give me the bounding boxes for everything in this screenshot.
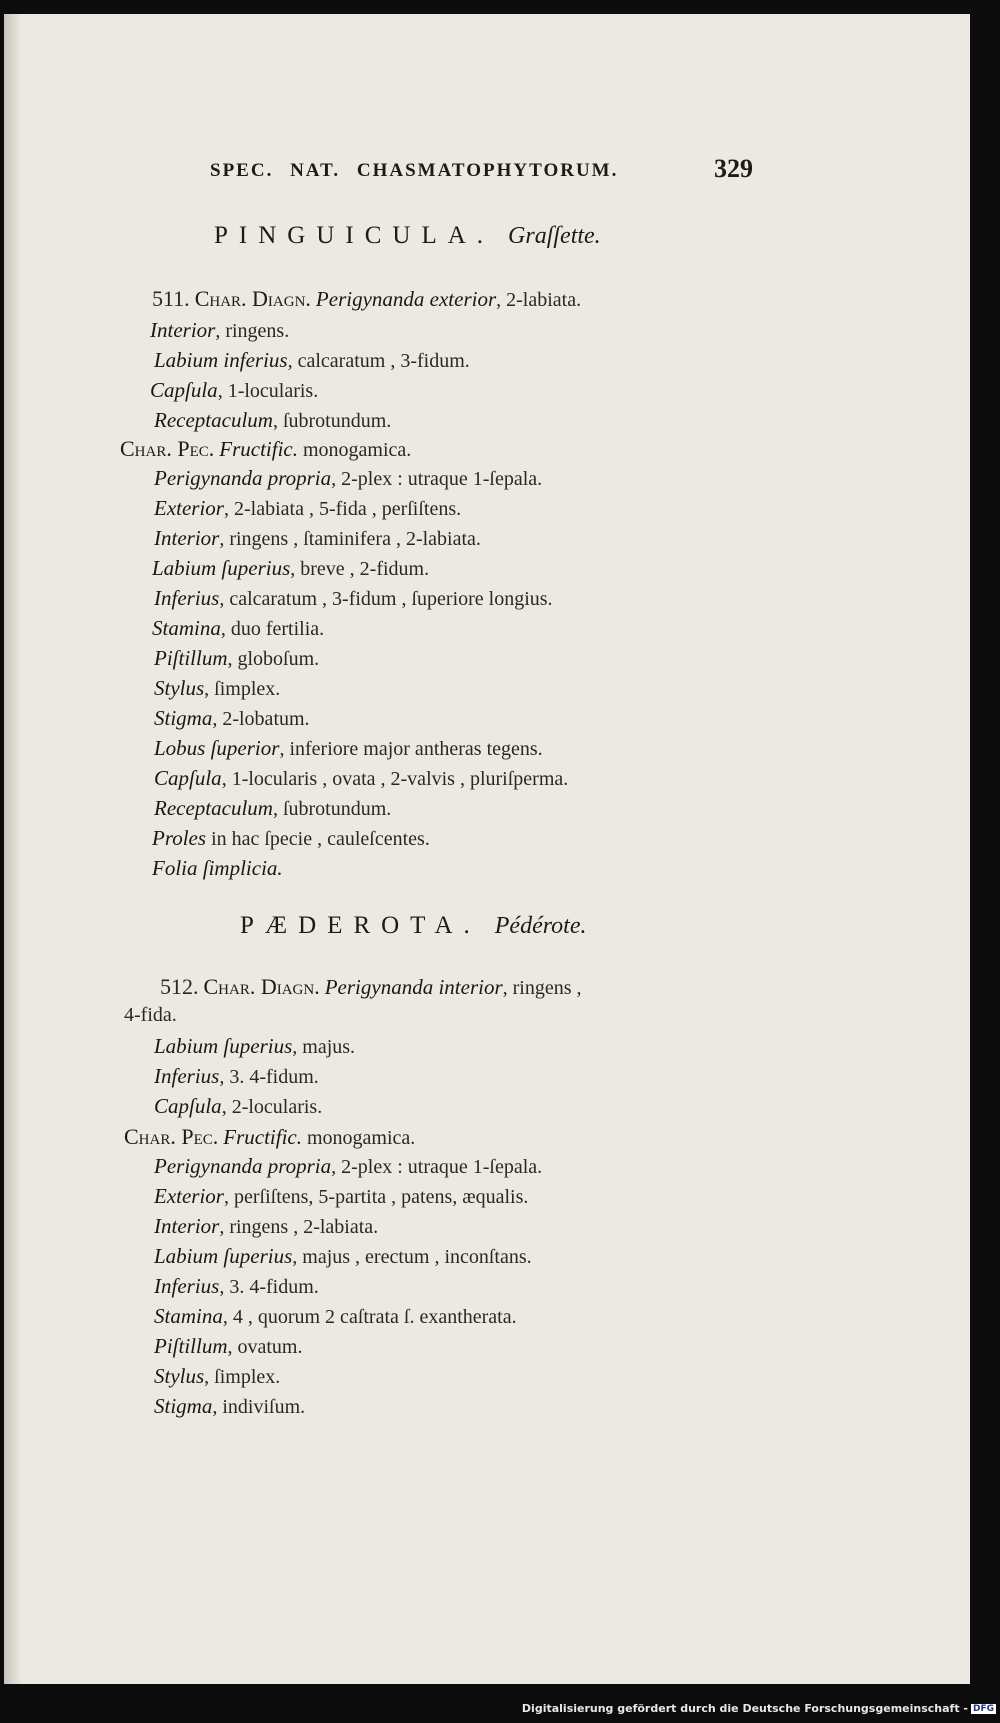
text: monogamica. bbox=[306, 1127, 416, 1149]
entry-512-line bbox=[160, 974, 582, 1000]
term: Stigma bbox=[154, 1394, 213, 1418]
text: , ringens , ſtaminifera , 2-labiata. bbox=[219, 528, 481, 550]
entry-511-line bbox=[150, 318, 289, 343]
entry-512-line bbox=[154, 1094, 322, 1119]
text: , 1-locularis. bbox=[217, 380, 319, 402]
text: , 2-locularis. bbox=[221, 1096, 323, 1118]
term: Receptaculum bbox=[154, 796, 273, 820]
text: , majus. bbox=[292, 1036, 356, 1058]
char-label: Char. Diagn. bbox=[194, 286, 311, 311]
term: Interior bbox=[150, 318, 216, 342]
genus-name: PÆDEROTA. bbox=[240, 912, 481, 939]
entry-512-line bbox=[124, 1124, 415, 1150]
entry-512-line bbox=[124, 1004, 177, 1027]
text: 4-fida. bbox=[124, 1004, 177, 1026]
term: Stylus bbox=[154, 1364, 205, 1388]
genus-french-name: Pédérote. bbox=[494, 913, 587, 939]
entry-511-line bbox=[154, 466, 542, 491]
entry-511-line bbox=[152, 286, 581, 312]
text: , 2-lobatum. bbox=[212, 708, 310, 730]
text: , ſubrotundum. bbox=[272, 798, 392, 820]
entry-511-line bbox=[154, 646, 319, 671]
term: Stamina bbox=[152, 616, 221, 640]
entry-512-line bbox=[154, 1304, 517, 1329]
term: Inferius bbox=[154, 586, 220, 610]
term: Labium ſuperius bbox=[154, 1034, 293, 1058]
entry-number: 511. bbox=[152, 286, 190, 311]
entry-511-line bbox=[120, 436, 411, 462]
genus-title-paederota bbox=[240, 912, 587, 940]
entry-511-line bbox=[154, 408, 391, 433]
text: , ſimplex. bbox=[204, 678, 281, 700]
text: , ovatum. bbox=[227, 1336, 303, 1358]
entry-511-line bbox=[150, 378, 318, 403]
book-page bbox=[4, 14, 970, 1684]
running-head: SPEC. NAT. CHASMATOPHYTORUM. bbox=[210, 160, 619, 181]
term: Perigynanda exterior bbox=[315, 287, 497, 311]
entry-511-line bbox=[152, 616, 324, 641]
term: Stamina bbox=[154, 1304, 223, 1328]
text: , calcaratum , 3-fidum , ſuperiore longius. bbox=[219, 588, 553, 610]
term: Stigma bbox=[154, 706, 213, 730]
text: , 3. 4-fidum. bbox=[219, 1276, 319, 1298]
term: Piſtillum bbox=[154, 1334, 228, 1358]
entry-512-line bbox=[154, 1364, 280, 1389]
text: , perſiſtens, 5-partita , patens, æqualis. bbox=[223, 1186, 529, 1208]
entry-512-line bbox=[154, 1214, 378, 1239]
text: , calcaratum , 3-fidum. bbox=[287, 350, 470, 372]
entry-512-line bbox=[154, 1184, 528, 1209]
entry-512-line bbox=[154, 1274, 319, 1299]
term: Folia ſimplicia. bbox=[152, 856, 283, 880]
char-label: Char. Pec. bbox=[120, 436, 215, 461]
entry-511-line bbox=[154, 348, 470, 373]
term: Perigynanda propria bbox=[154, 466, 332, 490]
text: , 2-labiata , 5-fida , perſiſtens. bbox=[223, 498, 462, 520]
entry-511-line bbox=[154, 736, 543, 761]
genus-title-pinguicula bbox=[214, 222, 601, 250]
entry-511-line bbox=[154, 796, 391, 821]
term: Lobus ſuperior bbox=[154, 736, 280, 760]
term: Inferius bbox=[154, 1064, 220, 1088]
entry-512-line bbox=[154, 1154, 542, 1179]
entry-512-line bbox=[154, 1034, 355, 1059]
term: Labium ſuperius bbox=[154, 1244, 293, 1268]
text: , 2-plex : utraque 1-ſepala. bbox=[331, 468, 543, 490]
text: , breve , 2-fidum. bbox=[290, 558, 430, 580]
term: Inferius bbox=[154, 1274, 220, 1298]
term: Capſula bbox=[154, 766, 222, 790]
digitization-footer bbox=[0, 1702, 996, 1715]
term: Perigynanda propria bbox=[154, 1154, 332, 1178]
term: Proles bbox=[152, 826, 207, 850]
term: Stylus bbox=[154, 676, 205, 700]
term: Interior bbox=[154, 526, 220, 550]
term: Labium ſuperius bbox=[152, 556, 291, 580]
text: monogamica. bbox=[302, 439, 412, 461]
term: Capſula bbox=[154, 1094, 222, 1118]
entry-512-line bbox=[154, 1244, 532, 1269]
text: , globoſum. bbox=[227, 648, 320, 670]
text: , ringens. bbox=[215, 320, 290, 342]
entry-511-line bbox=[154, 496, 461, 521]
term: Exterior bbox=[154, 496, 224, 520]
dfg-logo-icon: DFG bbox=[972, 1704, 994, 1714]
text: , indiviſum. bbox=[212, 1396, 306, 1418]
text: in hac ſpecie , cauleſcentes. bbox=[211, 828, 430, 850]
entry-511-line bbox=[152, 556, 429, 581]
entry-number: 512. bbox=[160, 974, 199, 999]
entry-511-line bbox=[152, 826, 430, 851]
text: , duo fertilia. bbox=[220, 618, 325, 640]
genus-french-name: Graſſette. bbox=[508, 223, 601, 249]
text: , ringens , 2-labiata. bbox=[219, 1216, 379, 1238]
entry-511-line bbox=[154, 676, 280, 701]
text: , 1-locularis , ovata , 2-valvis , pluriſperma. bbox=[221, 768, 569, 790]
term: Fructific. bbox=[223, 1125, 302, 1149]
footer-credit: Digitalisierung gefördert durch die Deutsche Forschungsgemeinschaft - bbox=[521, 1702, 968, 1715]
char-label: Char. Diagn. bbox=[203, 974, 320, 999]
term: Labium inferius bbox=[154, 348, 288, 372]
text: , majus , erectum , inconſtans. bbox=[292, 1246, 532, 1268]
term: Exterior bbox=[154, 1184, 224, 1208]
text: , inferiore major antheras tegens. bbox=[279, 738, 543, 760]
term: Fructific. bbox=[219, 437, 298, 461]
term: Perigynanda interior bbox=[324, 975, 503, 999]
page-number: 329 bbox=[714, 154, 753, 183]
entry-511-line bbox=[154, 766, 568, 791]
entry-512-line bbox=[154, 1334, 303, 1359]
text: , ſimplex. bbox=[204, 1366, 281, 1388]
text: , ſubrotundum. bbox=[272, 410, 392, 432]
text: , 2-plex : utraque 1-ſepala. bbox=[331, 1156, 543, 1178]
text: , 4 , quorum 2 caſtrata ſ. exantherata. bbox=[222, 1306, 517, 1328]
term: Capſula bbox=[150, 378, 218, 402]
text: , ringens , bbox=[502, 977, 582, 999]
entry-512-line bbox=[154, 1064, 319, 1089]
genus-name: PINGUICULA. bbox=[214, 222, 495, 249]
term: Interior bbox=[154, 1214, 220, 1238]
term: Piſtillum bbox=[154, 646, 228, 670]
char-label: Char. Pec. bbox=[124, 1124, 219, 1149]
text: , 3. 4-fidum. bbox=[219, 1066, 319, 1088]
entry-511-line bbox=[154, 526, 481, 551]
entry-511-line bbox=[154, 586, 553, 611]
term: Receptaculum bbox=[154, 408, 273, 432]
text: , 2-labiata. bbox=[496, 289, 582, 311]
entry-512-line bbox=[154, 1394, 305, 1419]
entry-511-line bbox=[154, 706, 310, 731]
entry-511-line bbox=[152, 856, 283, 881]
